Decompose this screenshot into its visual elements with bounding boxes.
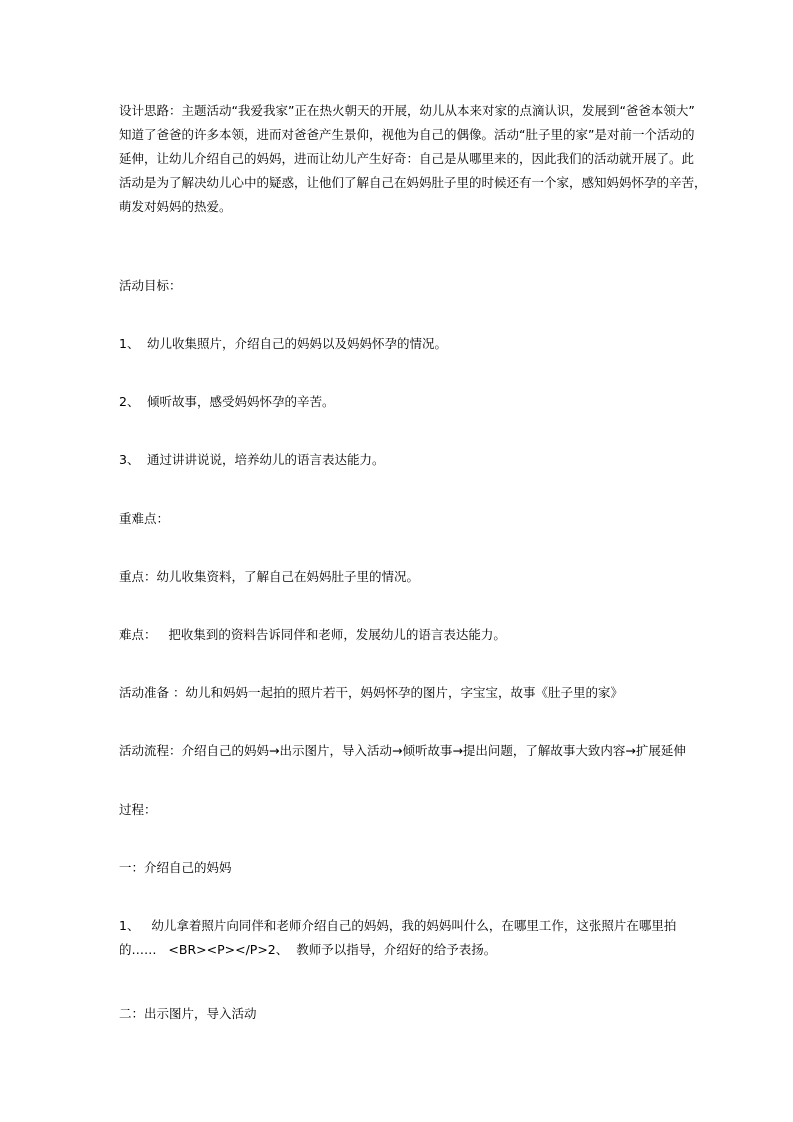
design-intro-paragraph: [119, 99, 707, 219]
process-heading: 过程：: [119, 802, 157, 817]
key-points-heading: 重难点：: [119, 511, 170, 526]
goal-text: 幼儿收集照片，介绍自己的妈妈以及妈妈怀孕的情况。: [147, 336, 448, 351]
design-intro-line: 设计思路：主题活动“我爱我家”正在热火朝天的开展，幼儿从本来对家的点滴认识，发展到“爸爸本领大”: [119, 103, 695, 118]
goal-number: 1、: [119, 336, 140, 351]
goal-number: 2、: [119, 394, 140, 409]
design-intro-line: 延伸，让幼儿介绍自己的妈妈，进而让幼儿产生好奇：自己是从哪里来的，因此我们的活动就开展了。此: [119, 151, 695, 166]
preparation-text: 活动准备 ：幼儿和妈妈一起拍的照片若干，妈妈怀孕的图片，字宝宝，故事《肚子里的家》: [119, 685, 623, 700]
part1-heading: 一：介绍自己的妈妈: [119, 860, 232, 875]
goals-heading: 活动目标：: [119, 278, 182, 293]
part2-heading: 二：出示图片，导入活动: [119, 1006, 257, 1021]
goal-item: [119, 448, 679, 472]
goal-text: 通过讲讲说说，培养幼儿的语言表达能力。: [147, 452, 385, 467]
goal-number: 3、: [119, 452, 140, 467]
goal-text: 倾听故事，感受妈妈怀孕的辛苦。: [147, 394, 335, 409]
part1-step-line: 1、 幼儿拿着照片向同伴和老师介绍自己的妈妈，我的妈妈叫什么，在哪里工作，这张照片在哪里拍: [119, 918, 677, 933]
design-intro-line: 萌发对妈妈的热爱。: [119, 199, 232, 214]
key-point-text: 重点：幼儿收集资料，了解自己在妈妈肚子里的情况。: [119, 569, 420, 584]
goal-item: [119, 390, 679, 414]
part1-step-paragraph: [119, 914, 679, 962]
activity-flow-text: 活动流程：介绍自己的妈妈→出示图片，导入活动→倾听故事→提出问题，了解故事大致内容→扩展延伸: [119, 743, 686, 758]
goal-item: [119, 332, 679, 356]
part1-step-line: 的…… <BR><P></P>2、 教师予以指导，介绍好的给予表扬。: [119, 942, 497, 957]
difficult-point-text: 难点： 把收集到的资料告诉同伴和老师，发展幼儿的语言表达能力。: [119, 627, 506, 642]
design-intro-line: 知道了爸爸的许多本领，进而对爸爸产生景仰，视他为自己的偶像。活动“肚子里的家”是对前一个活动的: [119, 127, 695, 142]
design-intro-line: 活动是为了解决幼儿心中的疑惑，让他们了解自己在妈妈肚子里的时候还有一个家，感知妈妈怀孕的辛苦，: [119, 175, 707, 190]
